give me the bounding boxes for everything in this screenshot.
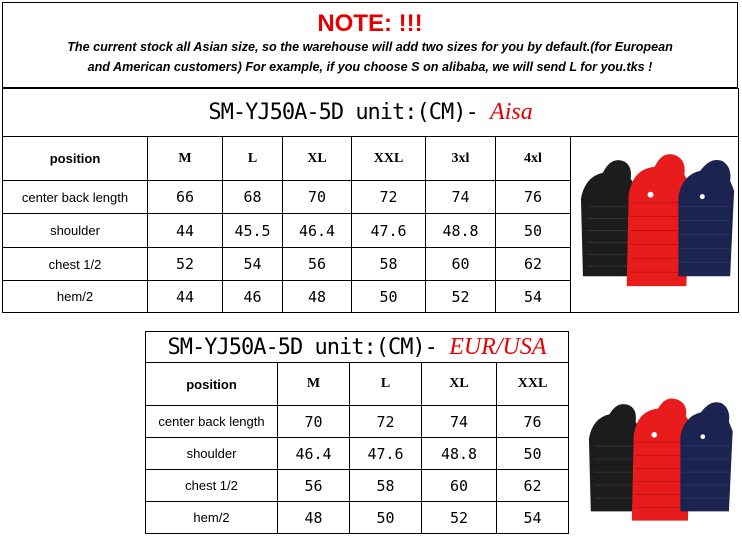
asia-size-table: [2, 88, 739, 313]
note-line-2: and American customers) For example, if you choose S on alibaba, we will send L for you.tks !: [87, 60, 653, 74]
row-label: center back length: [3, 181, 148, 214]
cell-value: 76: [496, 181, 571, 214]
asia-table-title: [3, 89, 739, 137]
cell-value: 48: [278, 502, 350, 534]
row-label: center back length: [146, 406, 278, 438]
size-header: XXL: [352, 137, 426, 181]
size-header: 4xl: [496, 137, 571, 181]
cell-value: 70: [278, 406, 350, 438]
cell-value: 52: [422, 502, 497, 534]
row-label: chest 1/2: [146, 470, 278, 502]
row-label: shoulder: [146, 438, 278, 470]
cell-value: 68: [223, 181, 283, 214]
cell-value: 48: [283, 281, 352, 313]
eu-table-title: [146, 332, 569, 363]
cell-value: 47.6: [350, 438, 422, 470]
size-header: 3xl: [426, 137, 496, 181]
size-header: XL: [283, 137, 352, 181]
cell-value: 46.4: [278, 438, 350, 470]
cell-value: 50: [496, 214, 571, 248]
cell-value: 45.5: [223, 214, 283, 248]
cell-value: 54: [497, 502, 569, 534]
cell-value: 56: [283, 248, 352, 281]
size-header: XXL: [497, 363, 569, 406]
cell-value: 72: [352, 181, 426, 214]
jackets-illustration: [571, 137, 738, 311]
eu-title-prefix: SM-YJ50A-5D unit:(CM)-: [167, 334, 437, 360]
size-header: L: [223, 137, 283, 181]
cell-value: 76: [497, 406, 569, 438]
cell-value: 50: [497, 438, 569, 470]
row-label: hem/2: [146, 502, 278, 534]
cell-value: 52: [148, 248, 223, 281]
cell-value: 50: [352, 281, 426, 313]
cell-value: 44: [148, 281, 223, 313]
cell-value: 52: [426, 281, 496, 313]
cell-value: 56: [278, 470, 350, 502]
eu-region-label: EUR/USA: [449, 333, 547, 360]
asia-region-label: Aisa: [490, 99, 533, 125]
row-label: chest 1/2: [3, 248, 148, 281]
note-title: NOTE: !!!: [317, 10, 423, 37]
position-header: position: [3, 137, 148, 181]
cell-value: 74: [426, 181, 496, 214]
cell-value: 48.8: [422, 438, 497, 470]
note-line-1: The current stock all Asian size, so the warehouse will add two sizes for you by default.(for European: [67, 40, 673, 54]
size-header: M: [148, 137, 223, 181]
cell-value: 46.4: [283, 214, 352, 248]
cell-value: 44: [148, 214, 223, 248]
size-header: XL: [422, 363, 497, 406]
cell-value: 46: [223, 281, 283, 313]
jacket-image: [571, 137, 739, 313]
cell-value: 58: [350, 470, 422, 502]
cell-value: 66: [148, 181, 223, 214]
cell-value: 62: [497, 470, 569, 502]
jackets-illustration-2: [576, 390, 740, 530]
cell-value: 47.6: [352, 214, 426, 248]
row-label: hem/2: [3, 281, 148, 313]
size-header: M: [278, 363, 350, 406]
position-header: position: [146, 363, 278, 406]
size-header: L: [350, 363, 422, 406]
cell-value: 50: [350, 502, 422, 534]
cell-value: 54: [496, 281, 571, 313]
eur-usa-size-table: [145, 331, 569, 534]
cell-value: 60: [426, 248, 496, 281]
note-box: [2, 2, 738, 88]
cell-value: 54: [223, 248, 283, 281]
cell-value: 58: [352, 248, 426, 281]
asia-title-prefix: SM-YJ50A-5D unit:(CM)-: [208, 100, 478, 125]
cell-value: 48.8: [426, 214, 496, 248]
cell-value: 70: [283, 181, 352, 214]
cell-value: 74: [422, 406, 497, 438]
cell-value: 72: [350, 406, 422, 438]
cell-value: 60: [422, 470, 497, 502]
cell-value: 62: [496, 248, 571, 281]
row-label: shoulder: [3, 214, 148, 248]
